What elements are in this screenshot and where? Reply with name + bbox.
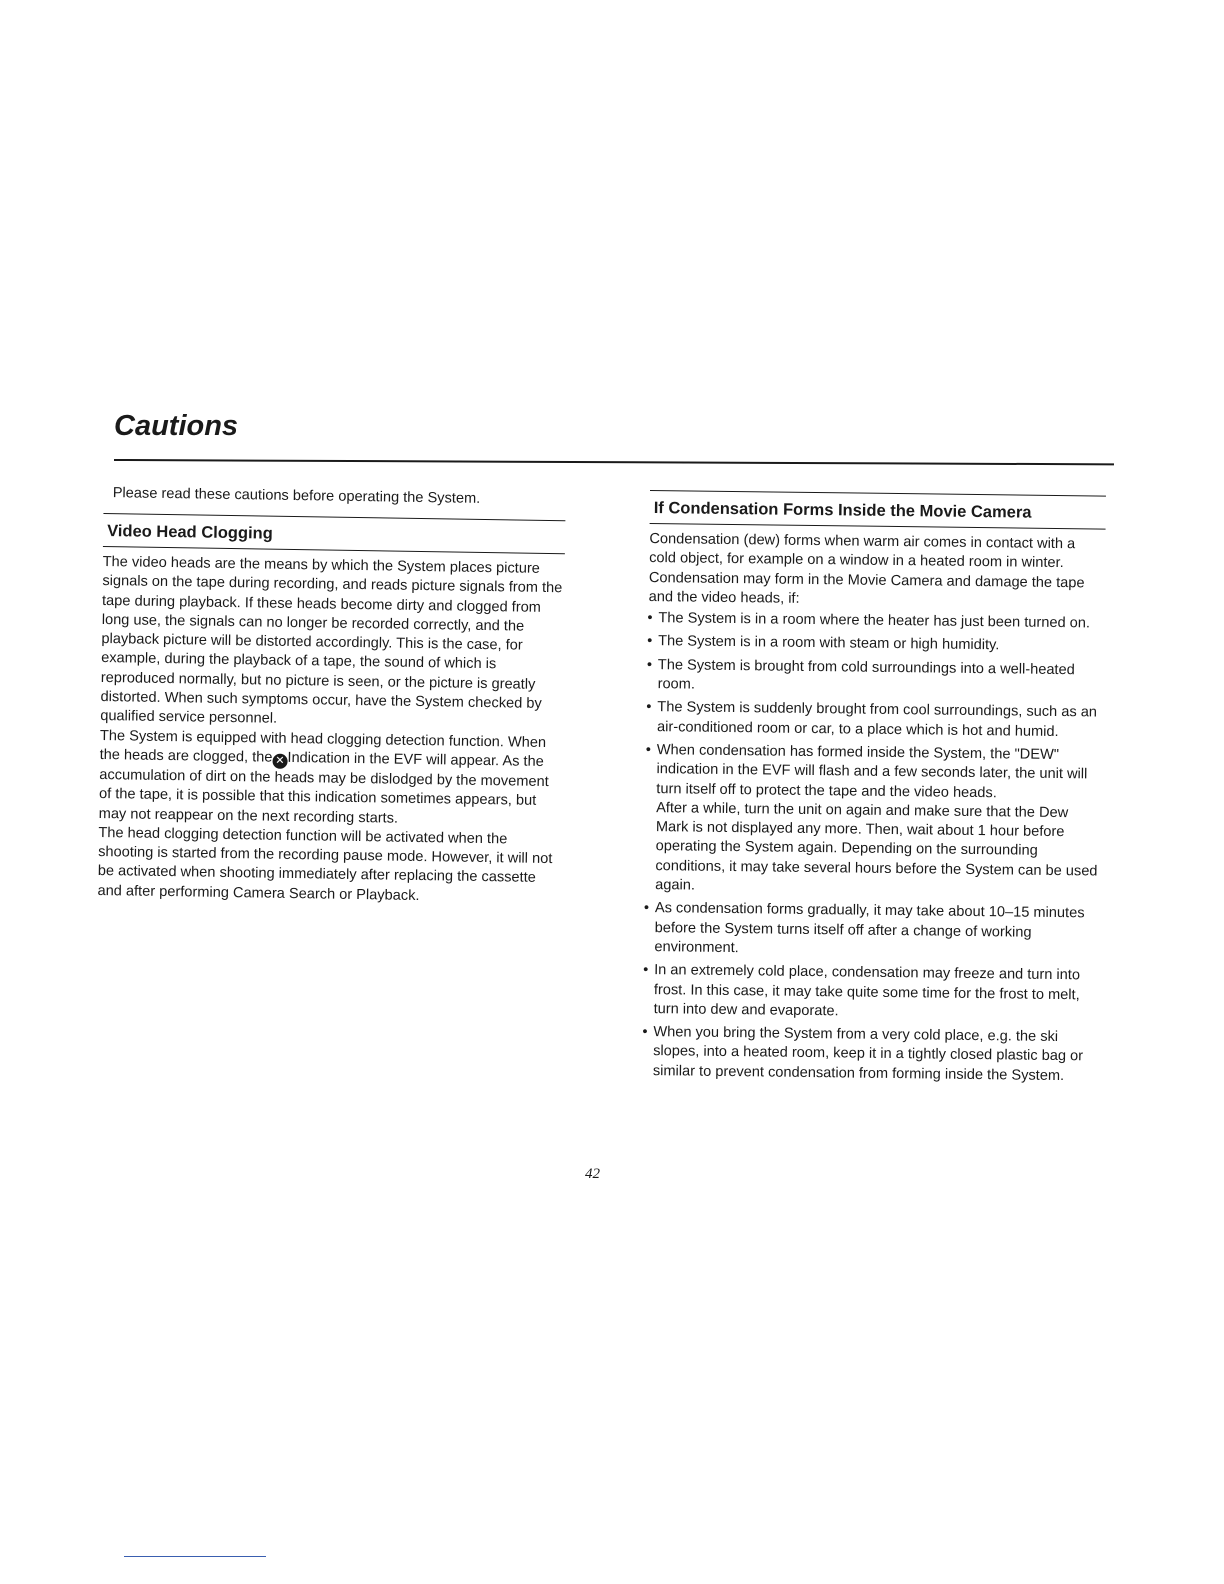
- bullet-icon: •: [643, 962, 649, 979]
- list-item: [644, 899, 1101, 962]
- bullet-icon: •: [647, 633, 653, 650]
- page-number: 42: [585, 1166, 600, 1182]
- condensation-intro: Condensation (dew) forms when warm air comes in contact with a cold object, for example on a window in a heated room in winter. Condensation may form in the Movie Camera and damage the tape and the video heads, if:: [648, 530, 1085, 607]
- bullet-icon: •: [643, 900, 650, 917]
- list-item-text: After a while, turn the unit on again and make sure that the Dew Mark is not displayed any more. Then, wait about 1 hour before operating the System again. Depending on the surrounding conditions, it may take several hours before the System can be used again.: [655, 799, 1098, 894]
- list-item-text: In an extremely cold place, condensation may freeze and turn into frost. In this case, it may take quite some time for the frost to melt, turn into dew and evaporate.: [653, 962, 1081, 1020]
- section-rule-bottom: [650, 523, 1106, 530]
- list-item: [648, 656, 1104, 700]
- bullet-icon: •: [646, 656, 653, 673]
- page-title: Cautions: [114, 410, 239, 442]
- list-item-text: The System is in a room where the heater has just been turned on.: [658, 610, 1091, 632]
- paragraph: The head clogging detection function will be activated when the shooting is started from the recording pause mode. However, it will not be activated when shooting immediately after replacing the cassette and after performing Camera Search or Playback.: [97, 824, 553, 904]
- list-item-text: The System is suddenly brought from cool surroundings, such as an air-conditioned room or car, to a place which is hot and humid.: [657, 699, 1098, 740]
- list-item: [648, 609, 1104, 634]
- footer-rule: [124, 1556, 266, 1557]
- list-item-text: As condensation forms gradually, it may take about 10–15 minutes before the System turns itself off after a change of working environment.: [654, 900, 1085, 957]
- head-clog-indicator-icon: ✕: [272, 754, 287, 769]
- bullet-icon: •: [645, 741, 652, 758]
- list-item: [643, 1023, 1100, 1086]
- condensation-body: [643, 530, 1106, 1087]
- paragraph-part: Indication in the EVF will appear. As the accumulation of dirt on the heads may be dislodged by the movement of the tape, it is possible that this indication sometimes appears, but may not reappear on the next recording starts.: [98, 749, 549, 827]
- video-head-clogging-heading: Video Head Clogging: [107, 522, 273, 543]
- list-item-text: The System is in a room with steam or high humidity.: [658, 633, 1000, 654]
- bullet-icon: •: [642, 1024, 648, 1041]
- condensation-conditions-list: [643, 609, 1105, 1086]
- list-item-text: The System is brought from cold surroundings into a well-heated room.: [657, 656, 1075, 693]
- paragraph: [99, 727, 562, 831]
- bullet-icon: •: [646, 699, 652, 716]
- condensation-heading: If Condensation Forms Inside the Movie Camera: [653, 499, 1032, 522]
- video-head-clogging-body: [97, 553, 564, 908]
- list-item: [645, 741, 1103, 901]
- intro-text: Please read these cautions before operating the System.: [112, 485, 481, 507]
- paragraph-part: The System is equipped with head clogging detection function. When the heads are clogged, the: [99, 727, 547, 766]
- list-item: [647, 698, 1103, 742]
- list-item-text: When you bring the System from a very cold place, e.g. the ski slopes, into a heated room, keep it in a tightly closed plastic bag or similar to prevent condensation from forming inside the System.: [652, 1024, 1084, 1084]
- list-item: [644, 961, 1101, 1024]
- section-rule-top: [103, 513, 565, 521]
- paragraph: The video heads are the means by which the System places picture signals on the tape during recording, and reads picture signals from the tape during playback. If these heads become dirty and clogged from long use, the signals can no longer be recorded correctly, and the playback picture will be distorted accordingly. This is the case, for example, during the playback of a tape, the sound of which is reproduced normally, but no picture is seen, or the picture is greatly distorted. When such symptoms occur, have the System checked by qualified service personnel.: [100, 553, 563, 728]
- title-rule: [114, 459, 1114, 465]
- bullet-icon: •: [647, 610, 653, 627]
- section-rule-top: [650, 490, 1106, 497]
- left-column: [97, 478, 566, 908]
- right-column: [643, 490, 1106, 1091]
- list-item: [648, 632, 1104, 657]
- list-item-text: When condensation has formed inside the System, the "DEW" indication in the EVF will flash and a few seconds later, the unit will turn itself off to protect the tape and the video heads.: [656, 742, 1088, 801]
